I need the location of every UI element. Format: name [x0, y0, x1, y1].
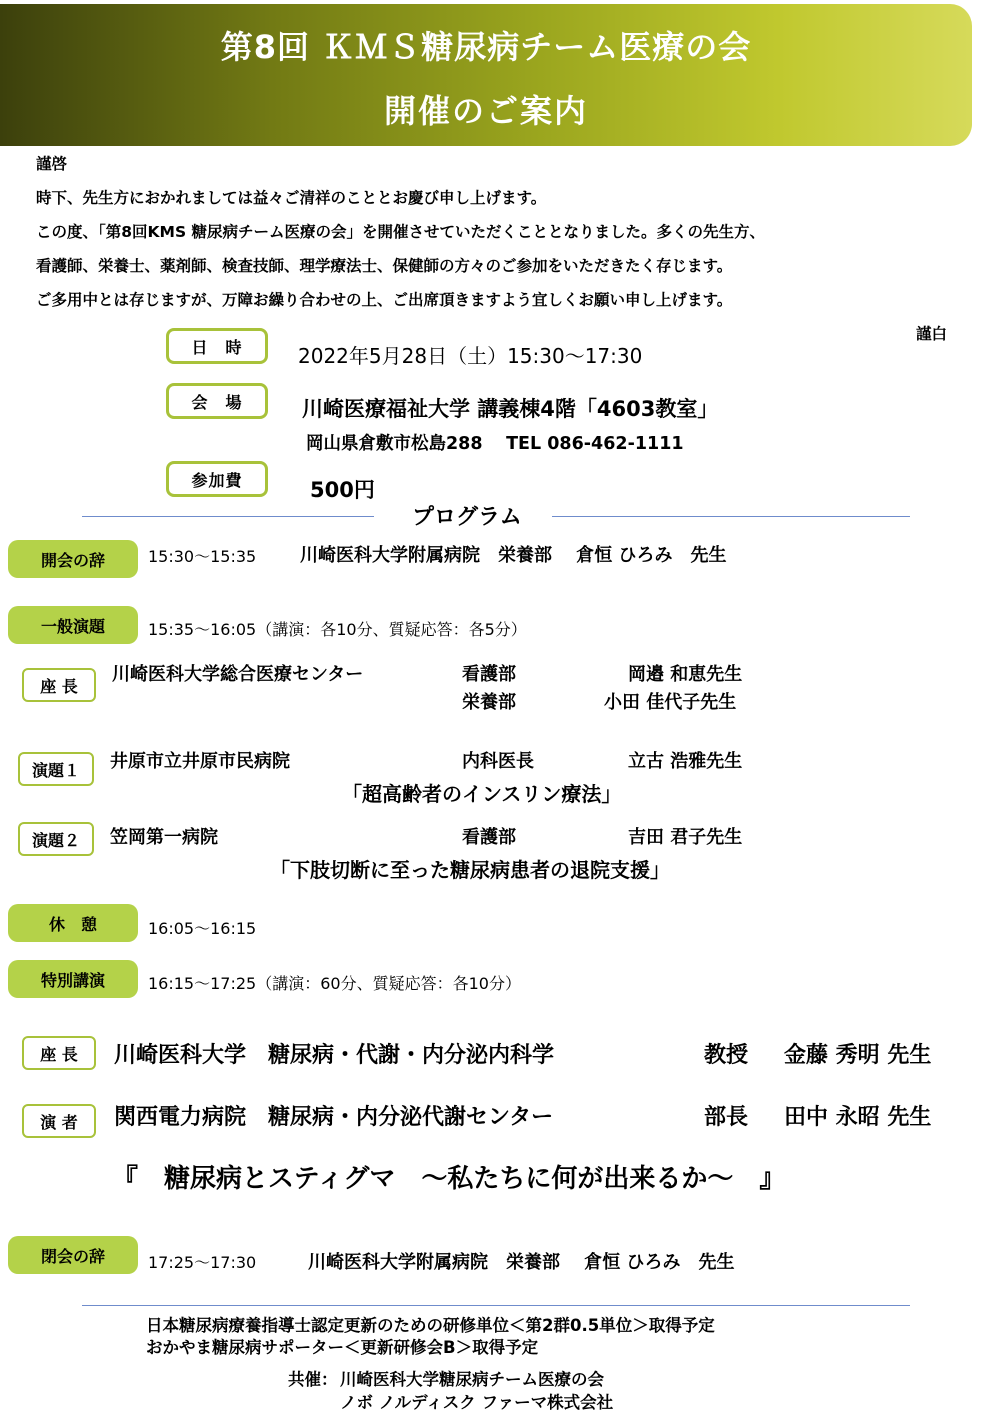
cohost2: ノボ ノルディスク ファーマ株式会社	[340, 1393, 614, 1412]
greeting-line2: この度、「第8回KMS 糖尿病チーム医療の会」を開催させていただくこととなりました。多くの先生方、	[36, 223, 766, 241]
talk2-dept: 看護部	[462, 827, 516, 848]
divider-left	[82, 516, 374, 517]
opening-time: 15:30～15:35	[148, 547, 257, 566]
cohost1: 川崎医科大学糖尿病チーム医療の会	[340, 1370, 604, 1389]
opening-speaker: 川崎医科大学附属病院 栄養部 倉恒 ひろみ 先生	[300, 545, 727, 566]
venue-address: 岡山県倉敷市松島288 TEL 086-462-1111	[306, 434, 684, 454]
special-label: 特別講演	[8, 960, 138, 998]
special-speaker-org: 関西電力病院 糖尿病・内分泌代謝センター	[114, 1105, 554, 1130]
footer-divider	[82, 1305, 910, 1306]
general-chair-name1: 岡邉 和恵先生	[628, 664, 743, 685]
fee-label: 参加費	[166, 461, 268, 497]
special-lecture-title: 『 糖尿病とスティグマ ～私たちに何が出来るか～ 』	[112, 1164, 786, 1194]
greeting-line3: 看護師、栄養士、薬剤師、検査技師、理学療法士、保健師の方々のご参加をいただきたく存じます。	[36, 257, 733, 275]
talk1-name: 立古 浩雅先生	[628, 751, 743, 772]
talk2-label: 演題２	[18, 822, 94, 856]
talk2-name: 吉田 君子先生	[628, 827, 743, 848]
fee-value: 500円	[310, 478, 375, 502]
footer-note2: おかやま糖尿病サポーター＜更新研修会B＞取得予定	[146, 1338, 539, 1357]
general-chair-dept2: 栄養部	[462, 692, 516, 713]
footer-note1: 日本糖尿病療養指導士認定更新のための研修単位＜第2群0.5単位＞取得予定	[146, 1316, 715, 1335]
break-time: 16:05～16:15	[148, 919, 257, 938]
special-chair-label: 座 長	[22, 1036, 96, 1070]
venue-value: 川崎医療福祉大学 講義棟4階「4603教室」	[302, 397, 719, 421]
general-chair-org: 川崎医科大学総合医療センター	[112, 664, 364, 685]
cohost-label: 共催：	[288, 1370, 338, 1389]
date-label: 日 時	[166, 328, 268, 364]
general-label: 一般演題	[8, 606, 138, 644]
general-chair-label: 座 長	[22, 668, 96, 702]
program-title: プログラム	[412, 505, 522, 530]
talk1-dept: 内科医長	[462, 751, 534, 772]
special-speaker-role: 部長	[704, 1105, 749, 1130]
talk1-title: 「超高齢者のインスリン療法」	[342, 782, 622, 806]
special-chair-org: 川崎医科大学 糖尿病・代謝・内分泌内科学	[114, 1043, 555, 1068]
talk2-title: 「下肢切断に至った糖尿病患者の退院支援」	[270, 858, 670, 882]
greeting-closing: 謹白	[916, 325, 948, 343]
special-chair-name: 金藤 秀明 先生	[784, 1043, 932, 1068]
special-speaker-name: 田中 永昭 先生	[784, 1105, 932, 1130]
break-label: 休 憩	[8, 904, 138, 942]
general-chair-name2: 小田 佳代子先生	[604, 692, 737, 713]
closing-label: 閉会の辞	[8, 1236, 138, 1274]
closing-time: 17:25～17:30	[148, 1253, 257, 1272]
special-chair-role: 教授	[704, 1043, 749, 1068]
general-time: 15:35～16:05（講演：各10分、質疑応答：各5分）	[148, 620, 527, 639]
page-title: 第8回 ＫＭＳ糖尿病チーム医療の会	[220, 28, 752, 66]
talk2-org: 笠岡第一病院	[110, 827, 218, 848]
general-chair-dept1: 看護部	[462, 664, 516, 685]
divider-right	[552, 516, 910, 517]
greeting-line4: ご多用中とは存じますが、万障お繰り合わせの上、ご出席頂きますよう宜しくお願い申し上げます。	[36, 291, 733, 309]
closing-speaker: 川崎医科大学附属病院 栄養部 倉恒 ひろみ 先生	[308, 1252, 735, 1273]
opening-label: 開会の辞	[8, 540, 138, 578]
header-banner	[0, 4, 972, 146]
talk1-org: 井原市立井原市民病院	[110, 751, 290, 772]
date-value: 2022年5月28日（土）15:30～17:30	[298, 344, 643, 368]
greeting-line1: 時下、先生方におかれましては益々ご清祥のこととお慶び申し上げます。	[36, 189, 547, 207]
page-subtitle: 開催のご案内	[383, 92, 588, 130]
venue-label: 会 場	[166, 383, 268, 419]
special-speaker-label: 演 者	[22, 1104, 96, 1138]
talk1-label: 演題１	[18, 752, 94, 786]
special-time: 16:15～17:25（講演：60分、質疑応答：各10分）	[148, 974, 521, 993]
greeting-opening: 謹啓	[36, 155, 68, 173]
